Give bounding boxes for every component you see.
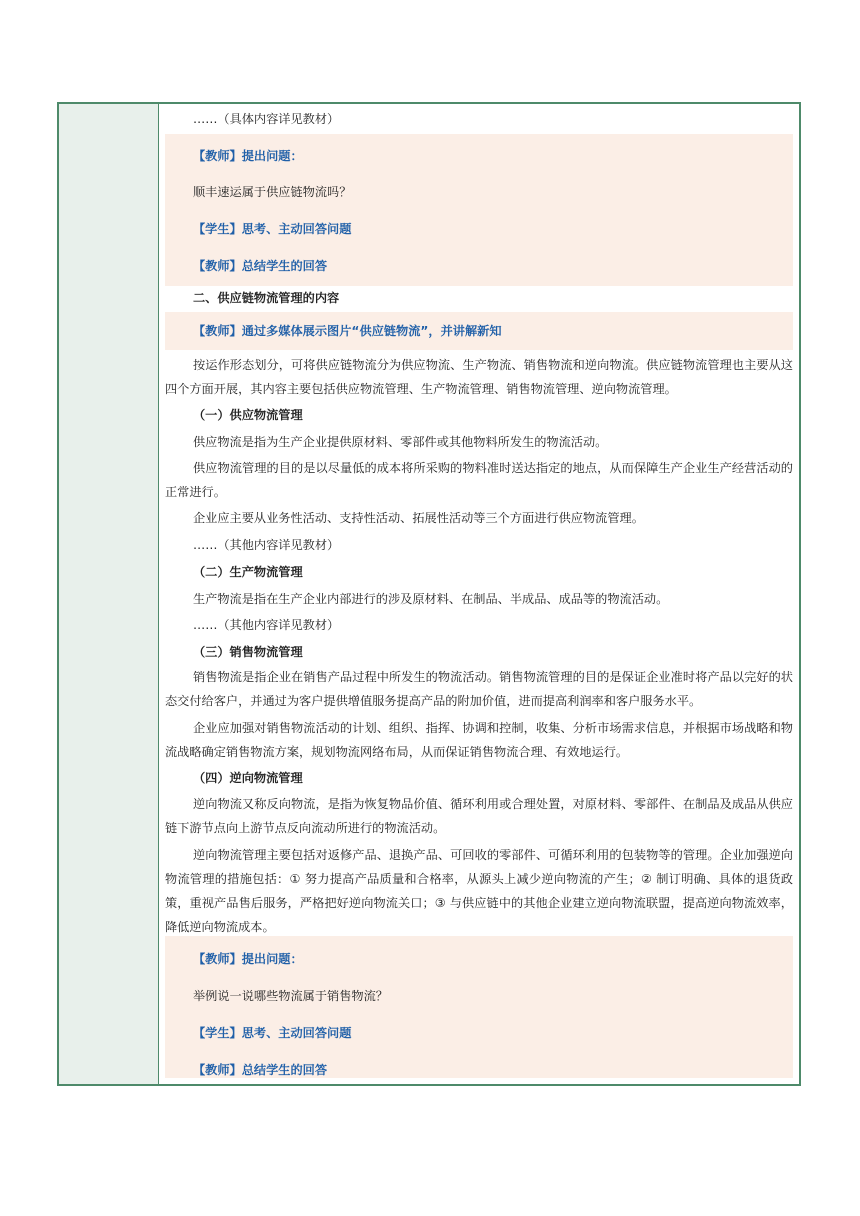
paragraph-supply-3: 企业应主要从业务性活动、支持性活动、拓展性活动等三个方面进行供应物流管理。 <box>193 511 644 525</box>
paragraph-reverse-1: 逆向物流又称反向物流，是指为恢复物品价值、循环利用或合理处置，对原材料、零部件、在制品及成品从供应链下游节点向上游节点反向流动所进行的物流活动。 <box>165 797 793 835</box>
question-text: 举例说一说哪些物流属于销售物流？ <box>193 989 388 1003</box>
teacher-question-label: 【教师】提出问题： <box>193 952 303 966</box>
lesson-table <box>57 102 801 1086</box>
subheading-production: （二）生产物流管理 <box>193 565 303 579</box>
section-heading: 二、供应链物流管理的内容 <box>193 291 340 305</box>
teacher-question-label: 【教师】提出问题： <box>193 149 303 163</box>
left-column <box>59 104 159 1084</box>
paragraph-production-1: 生产物流是指在生产企业内部进行的涉及原材料、在制品、半成品、成品等的物流活动。 <box>193 592 669 606</box>
paragraph-supply-1: 供应物流是指为生产企业提供原材料、零部件或其他物料所发生的物流活动。 <box>193 435 608 449</box>
student-label: 【学生】思考、主动回答问题 <box>193 222 352 236</box>
teacher-summary-label: 【教师】总结学生的回答 <box>193 259 328 273</box>
content-column <box>159 104 799 1084</box>
question-text: 顺丰速运属于供应链物流吗？ <box>193 185 352 199</box>
paragraph-sales-2: 企业应加强对销售物流活动的计划、组织、指挥、协调和控制，收集、分析市场需求信息，并根据市场战略和物流战略确定销售物流方案，规划物流网络布局，从而保证销售物流合理、有效地运行。 <box>165 721 793 759</box>
continue-note: ……（其他内容详见教材） <box>193 538 340 552</box>
paragraph-sales-1: 销售物流是指企业在销售产品过程中所发生的物流活动。销售物流管理的目的是保证企业准时将产品以完好的状态交付给客户，并通过为客户提供增值服务提高产品的附加价值，进而提高利润率和客户服务水平。 <box>165 670 793 708</box>
intro-paragraph: 按运作形态划分，可将供应链物流分为供应物流、生产物流、销售物流和逆向物流。供应链物流管理也主要从这四个方面开展，其内容主要包括供应物流管理、生产物流管理、销售物流管理、逆向物流管理。 <box>165 358 793 396</box>
subheading-sales: （三）销售物流管理 <box>193 645 303 659</box>
teacher-show-label: 【教师】通过多媒体展示图片“供应链物流”，并讲解新知 <box>193 324 502 338</box>
subheading-reverse: （四）逆向物流管理 <box>193 771 303 785</box>
subheading-supply: （一）供应物流管理 <box>193 408 303 422</box>
teacher-summary-label: 【教师】总结学生的回答 <box>193 1063 328 1077</box>
continue-note: ……（具体内容详见教材） <box>193 112 340 126</box>
continue-note: ……（其他内容详见教材） <box>193 618 340 632</box>
student-label: 【学生】思考、主动回答问题 <box>193 1026 352 1040</box>
paragraph-reverse-2: 逆向物流管理主要包括对返修产品、退换产品、可回收的零部件、可循环利用的包装物等的管理。企业加强逆向物流管理的措施包括：① 努力提高产品质量和合格率，从源头上减少逆向物流的产生；② 制订明确、具体的退货政策，重视产品售后服务，严格把好逆向物流关口；③ 与供应链中的其他企业建立逆向物流联盟，提高逆向物流效率，降低逆向物流成本。 <box>165 848 793 934</box>
paragraph-supply-2: 供应物流管理的目的是以尽量低的成本将所采购的物料准时送达指定的地点，从而保障生产企业生产经营活动的正常进行。 <box>165 461 793 499</box>
